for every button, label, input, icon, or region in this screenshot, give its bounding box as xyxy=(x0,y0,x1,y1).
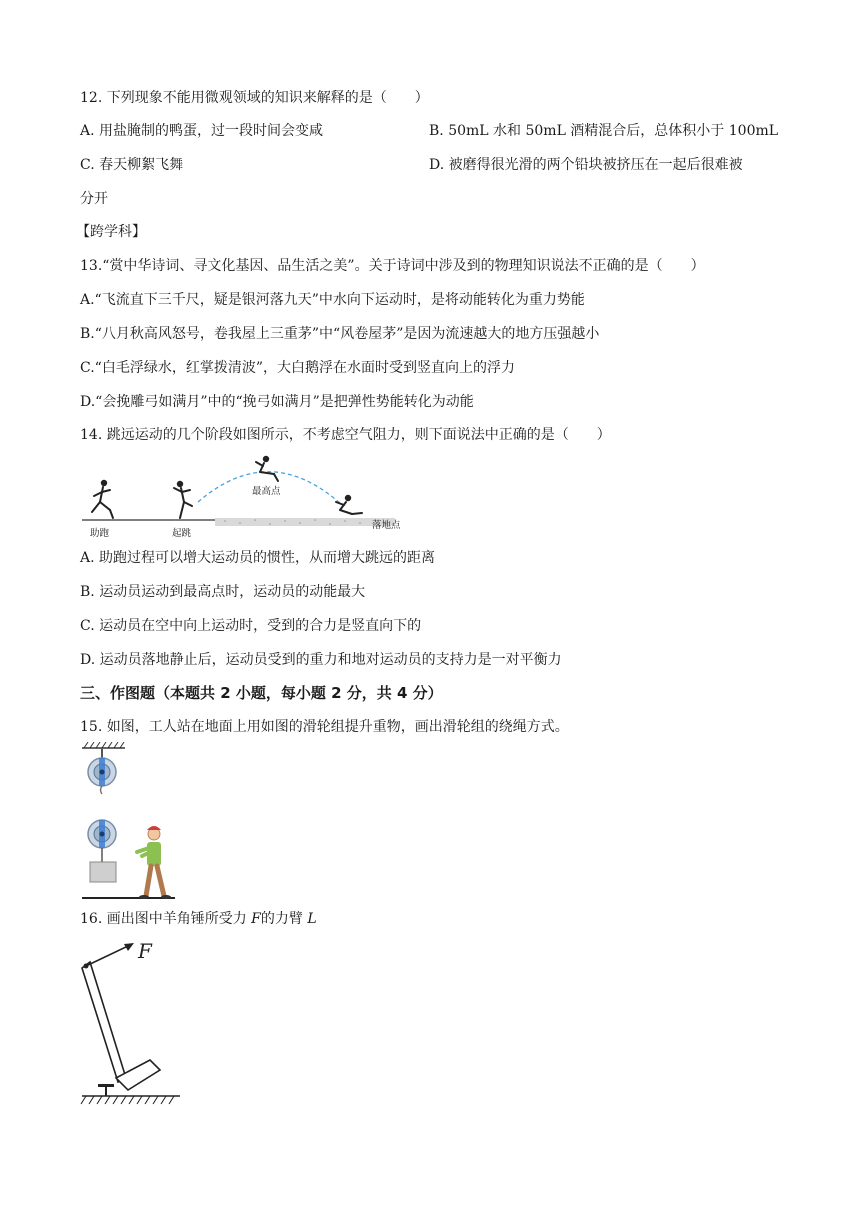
q16-force-symbol: F xyxy=(251,911,261,927)
force-arrow xyxy=(86,945,130,966)
movable-pulley xyxy=(88,820,116,848)
label-takeoff: 起跳 xyxy=(172,528,192,539)
claw-hammer-figure xyxy=(80,938,190,1108)
q13-option-a: A.“飞流直下三千尺，疑是银河落九天”中水向下运动时，是将动能转化为重力势能 xyxy=(80,292,585,308)
q12-option-d-continued: 分开 xyxy=(80,191,108,207)
section-3-heading: 三、作图题（本题共 2 小题，每小题 2 分，共 4 分） xyxy=(80,684,443,702)
q15-stem: 15. 如图，工人站在地面上用如图的滑轮组提升重物，画出滑轮组的绕绳方式。 xyxy=(80,719,569,735)
q16-stem-middle: 的力臂 xyxy=(260,911,308,927)
q12-option-c: C. 春天柳絮飞舞 xyxy=(80,157,184,173)
q13-option-c: C.“白毛浮绿水，红掌拨清波”，大白鹅浮在水面时受到竖直向上的浮力 xyxy=(80,360,515,376)
label-run-up: 助跑 xyxy=(90,528,110,539)
q14-stem: 14. 跳远运动的几个阶段如图所示，不考虑空气阻力，则下面说法中正确的是（ ） xyxy=(80,427,611,443)
force-label: F xyxy=(138,939,152,963)
q13-option-d: D.“会挽雕弓如满月”中的“挽弓如满月”是把弹性势能转化为动能 xyxy=(80,394,474,410)
q16-stem-prefix: 16. 画出图中羊角锤所受力 xyxy=(80,911,252,927)
weight-block xyxy=(90,862,116,882)
q14-option-a: A. 助跑过程可以增大运动员的惯性，从而增大跳远的距离 xyxy=(80,550,436,566)
label-landing-point: 落地点 xyxy=(372,520,401,531)
q14-option-d: D. 运动员落地静止后，运动员受到的重力和地对运动员的支持力是一对平衡力 xyxy=(80,652,562,668)
q14-option-b: B. 运动员运动到最高点时，运动员的动能最大 xyxy=(80,584,366,600)
interdisciplinary-tag: 【跨学科】 xyxy=(76,224,146,240)
worker-figure xyxy=(137,826,171,899)
q13-stem: 13.“赏中华诗词、寻文化基因、品生活之美”。关于诗词中涉及到的物理知识说法不正确的是（ ） xyxy=(80,258,705,274)
q12-stem: 12. 下列现象不能用微观领域的知识来解释的是（ ） xyxy=(80,90,429,106)
hammer-handle xyxy=(82,962,126,1082)
fixed-pulley xyxy=(88,758,116,786)
pulley-figure xyxy=(80,742,190,902)
q13-option-b: B.“八月秋高风怒号，卷我屋上三重茅”中“风卷屋茅”是因为流速越大的地方压强越小 xyxy=(80,326,600,342)
landing-figure xyxy=(336,495,362,514)
nail-head xyxy=(98,1084,114,1087)
takeoff-figure xyxy=(174,481,192,518)
q12-option-d: D. 被磨得很光滑的两个铅块被挤压在一起后很难被 xyxy=(429,157,743,173)
apex-figure xyxy=(256,456,278,481)
q14-option-c: C. 运动员在空中向上运动时，受到的合力是竖直向下的 xyxy=(80,618,422,634)
q16-arm-symbol: L xyxy=(307,911,317,927)
sand-pit xyxy=(215,518,395,526)
q12-option-b: B. 50mL 水和 50mL 酒精混合后，总体积小于 100mL xyxy=(429,123,779,139)
label-highest-point: 最高点 xyxy=(252,486,281,497)
q16-stem xyxy=(80,909,317,929)
runner-figure xyxy=(92,480,113,518)
q12-option-a: A. 用盐腌制的鸭蛋，过一段时间会变咸 xyxy=(80,123,324,139)
long-jump-figure xyxy=(80,450,425,540)
